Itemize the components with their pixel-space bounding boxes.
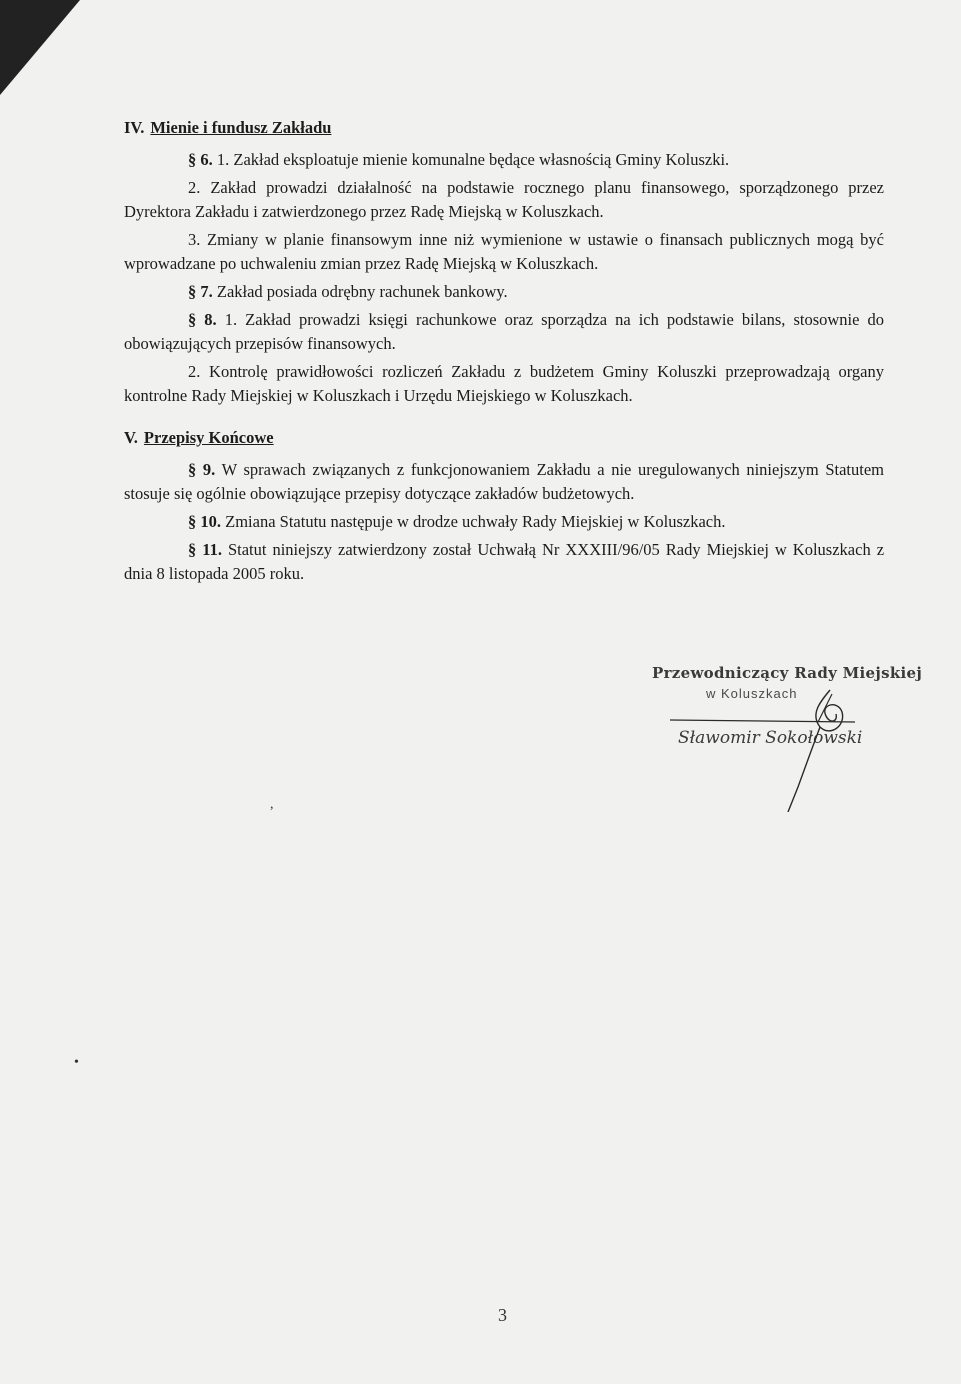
stray-mark: •	[74, 1055, 79, 1070]
paragraph-6-3: 3. Zmiany w planie finansowym inne niż wymienione w ustawie o finansach publicznych mogą być wprowadzane po uchwaleniu zmian przez Radę Miejską w Koluszkach.	[124, 230, 884, 273]
section-heading-v	[124, 426, 884, 450]
section-number: V.	[124, 428, 138, 447]
paragraph-10	[124, 510, 884, 534]
paragraph-8-1	[124, 308, 884, 356]
paragraph-8-2: 2. Kontrolę prawidłowości rozliczeń Zakładu z budżetem Gminy Koluszki przeprowadzają organy kontrolne Rady Miejskiej w Koluszkach i Urzędu Miejskiego w Koluszkach.	[124, 362, 884, 405]
stray-mark: ,	[270, 797, 274, 812]
paragraph-6-1	[124, 148, 884, 172]
stamp-name: Sławomir Sokołowski	[678, 728, 863, 748]
section-mark: § 11.	[188, 540, 222, 559]
paragraph-text: Zakład posiada odrębny rachunek bankowy.	[216, 282, 508, 301]
section-mark: § 10.	[188, 512, 221, 531]
signature-stamp	[640, 664, 923, 814]
section-mark: § 7.	[188, 282, 213, 301]
section-mark: § 8.	[188, 310, 217, 329]
page-number: 3	[498, 1305, 507, 1325]
section-mark: § 9.	[188, 460, 216, 479]
section-title: Przepisy Końcowe	[143, 428, 274, 447]
paragraph-9	[124, 458, 884, 506]
section-heading-iv	[124, 116, 884, 140]
paragraph-text: W sprawach związanych z funkcjonowaniem Zakładu a nie uregulowanych niniejszym Statutem stosuje się ogólnie obowiązujące przepisy dotyczące zakładów budżetowych.	[124, 460, 884, 503]
stamp-title: Przewodniczący Rady Miejskiej	[652, 664, 923, 682]
paragraph-text: Zmiana Statutu następuje w drodze uchwały Rady Miejskiej w Koluszkach.	[225, 512, 726, 531]
paragraph-text: 1. Zakład eksploatuje mienie komunalne będące własnością Gminy Koluszki.	[216, 150, 730, 169]
paragraph-text: 1. Zakład prowadzi księgi rachunkowe oraz sporządza na ich podstawie bilans, stosownie do obowiązujących przepisów finansowych.	[124, 310, 885, 353]
paragraph-6-2: 2. Zakład prowadzi działalność na podstawie rocznego planu finansowego, sporządzonego przez Dyrektora Zakładu i zatwierdzonego przez Radę Miejską w Koluszkach.	[124, 178, 884, 221]
document-body	[124, 116, 884, 586]
paragraph-text: Statut niniejszy zatwierdzony został Uchwałą Nr XXXIII/96/05 Rady Miejskiej w Koluszkach z dnia 8 listopada 2005 roku.	[124, 540, 885, 583]
paragraph-11	[124, 538, 884, 586]
paragraph-7	[124, 280, 884, 304]
handwritten-signature-icon	[670, 682, 870, 812]
section-mark: § 6.	[188, 150, 213, 169]
section-title: Mienie i fundusz Zakładu	[150, 118, 332, 137]
section-number: IV.	[124, 118, 145, 137]
scan-corner-shadow	[0, 0, 80, 95]
stamp-city: w Koluszkach	[706, 686, 798, 701]
